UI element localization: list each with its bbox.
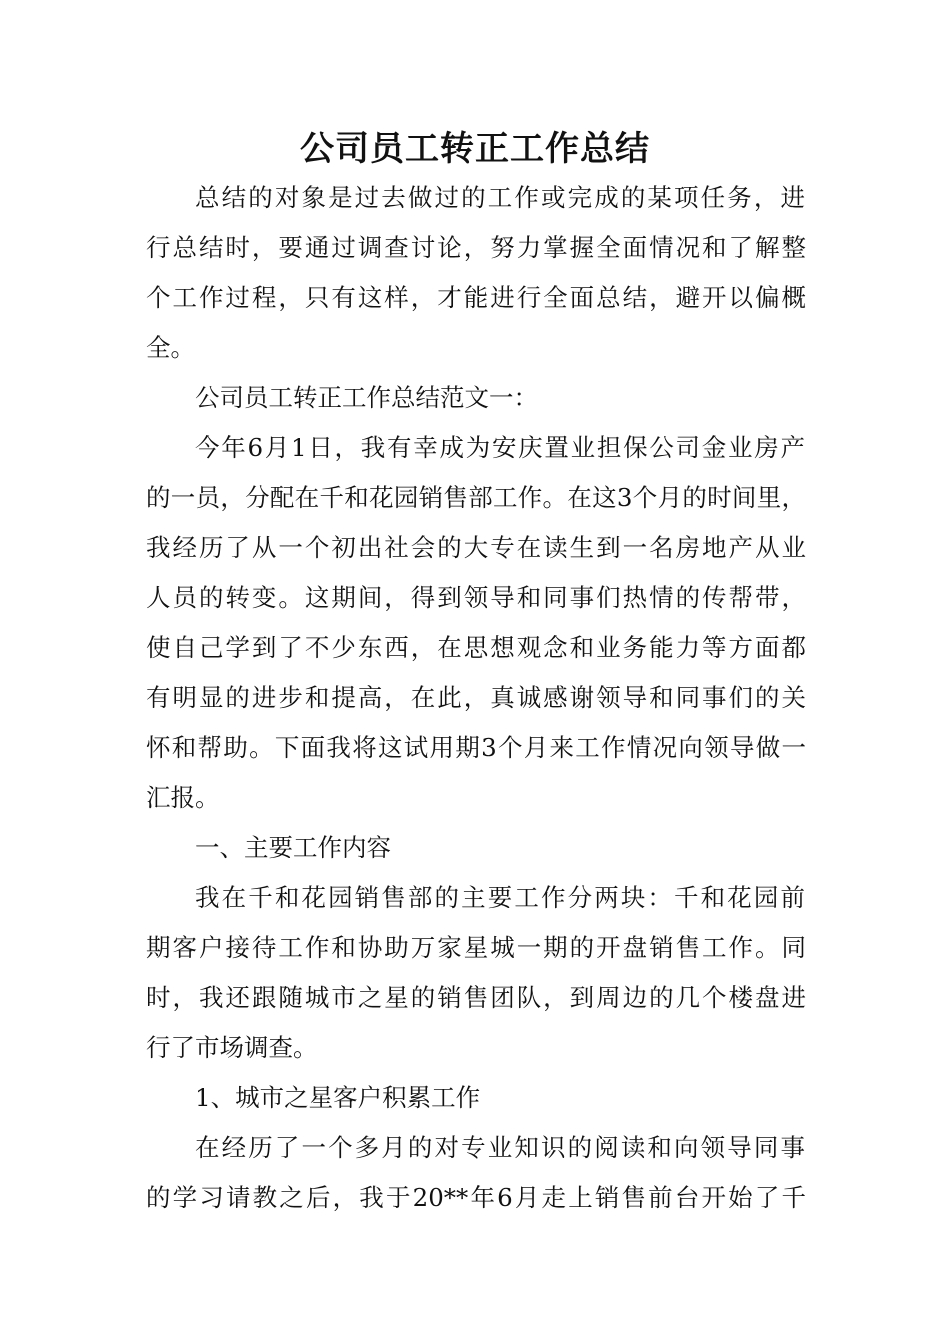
paragraph-line: 的一员，分配在千和花园销售部工作。在这3个月的时间里， [146,483,806,512]
paragraph-line: 有明显的进步和提高，在此，真诚感谢领导和同事们的关 [146,683,806,712]
section-heading: 公司员工转正工作总结范文一： [195,383,538,412]
subsection-heading: 1、城市之星客户积累工作 [195,1083,481,1112]
paragraph-line: 我在千和花园销售部的主要工作分两块：千和花园前 [195,883,805,912]
paragraph-line: 在经历了一个多月的对专业知识的阅读和向领导同事 [195,1133,805,1162]
paragraph-line: 期客户接待工作和协助万家星城一期的开盘销售工作。同 [146,933,806,962]
paragraph-line: 怀和帮助。下面我将这试用期3个月来工作情况向领导做一 [146,733,806,762]
paragraph-line: 人员的转变。这期间，得到领导和同事们热情的传帮带， [146,583,806,612]
paragraph-line: 行了市场调查。 [146,1033,318,1062]
section-heading: 一、主要工作内容 [195,833,391,862]
document-title: 公司员工转正工作总结 [300,129,650,169]
paragraph-line: 总结的对象是过去做过的工作或完成的某项任务，进 [195,183,805,212]
paragraph-line: 时，我还跟随城市之星的销售团队，到周边的几个楼盘进 [146,983,806,1012]
paragraph-line: 的学习请教之后，我于20**年6月走上销售前台开始了千 [146,1183,806,1212]
paragraph-line: 全。 [146,333,195,362]
paragraph-line: 使自己学到了不少东西，在思想观念和业务能力等方面都 [146,633,806,662]
paragraph-line: 个工作过程，只有这样，才能进行全面总结，避开以偏概 [146,283,806,312]
paragraph-line: 行总结时，要通过调查讨论，努力掌握全面情况和了解整 [146,233,806,262]
paragraph-line: 汇报。 [146,783,220,812]
paragraph-line: 今年6月1日，我有幸成为安庆置业担保公司金业房产 [195,433,805,462]
paragraph-line: 我经历了从一个初出社会的大专在读生到一名房地产从业 [146,533,806,562]
